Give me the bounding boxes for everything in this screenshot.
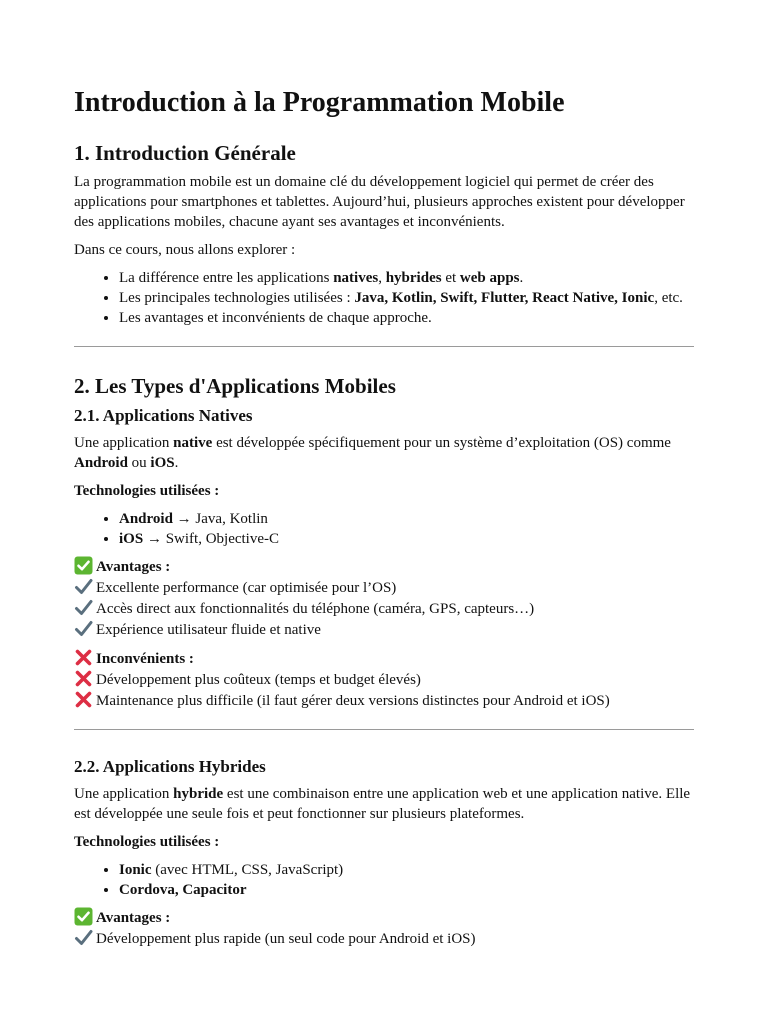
native-advantages: Avantages : Excellente performance (car optimisée pour l’OS) Accès direct aux fonctionnalités du téléphone (caméra, GPS, capteurs…) Expérience utilisateur fluide et native — [74, 556, 694, 640]
hybrid-tech-list — [74, 860, 694, 900]
list-item: • Les principales technologies utilisées : Java, Kotlin, Swift, Flutter, React Native, Ionic, etc. — [119, 288, 694, 308]
check-mark-icon — [74, 619, 93, 638]
list-item: • Les avantages et inconvénients de chaque approche. — [119, 308, 694, 328]
list-item: • Cordova, Capacitor — [119, 880, 694, 900]
subsection-heading-hybrid: 2.2. Applications Hybrides — [74, 757, 266, 776]
check-box-icon — [74, 556, 93, 575]
check-mark-icon — [74, 577, 93, 596]
subsection-heading-native: 2.1. Applications Natives — [74, 406, 253, 425]
hybrid-tech-label: Technologies utilisées : — [74, 834, 220, 850]
cross-mark-icon — [74, 648, 93, 667]
page-title: Introduction à la Programmation Mobile — [74, 87, 565, 118]
check-mark-icon — [74, 928, 93, 947]
course-paragraph: Dans ce cours, nous allons explorer : — [74, 242, 296, 258]
native-intro-paragraph: Une application native est développée spécifiquement pour un système d’exploitation (OS) comme Android ou iOS. — [74, 435, 671, 471]
native-tech-list — [74, 509, 694, 549]
list-item: • iOS → Swift, Objective-C — [119, 529, 694, 549]
check-mark-icon — [74, 598, 93, 617]
hybrid-advantages: Avantages : Développement plus rapide (un seul code pour Android et iOS) — [74, 907, 694, 949]
section-heading-types: 2. Les Types d'Applications Mobiles — [74, 374, 396, 398]
section-divider — [74, 346, 694, 347]
section-divider — [74, 729, 694, 730]
check-box-icon — [74, 907, 93, 926]
cross-mark-icon — [74, 690, 93, 709]
section-heading-intro: 1. Introduction Générale — [74, 141, 296, 165]
cross-mark-icon — [74, 669, 93, 688]
list-item: • Android → Java, Kotlin — [119, 509, 694, 529]
native-disadvantages: Inconvénients : Développement plus coûteux (temps et budget élevés) Maintenance plus difficile (il faut gérer deux versions distinctes pour Android et iOS) — [74, 648, 694, 711]
list-item: • La différence entre les applications natives, hybrides et web apps. — [119, 268, 694, 288]
list-item: • Ionic (avec HTML, CSS, JavaScript) — [119, 860, 694, 880]
intro-paragraph: La programmation mobile est un domaine clé du développement logiciel qui permet de créer des applications pour smartphones et tablettes. Aujourd’hui, plusieurs approches existent pour développer des applications mobiles, chacune ayant ses avantages et inconvénients. — [74, 174, 685, 230]
course-topics-list — [74, 268, 694, 328]
native-tech-label: Technologies utilisées : — [74, 483, 220, 499]
hybrid-intro-paragraph: Une application hybride est une combinaison entre une application web et une application native. Elle est développée une seule fois et peut fonctionner sur plusieurs plateformes. — [74, 786, 691, 822]
